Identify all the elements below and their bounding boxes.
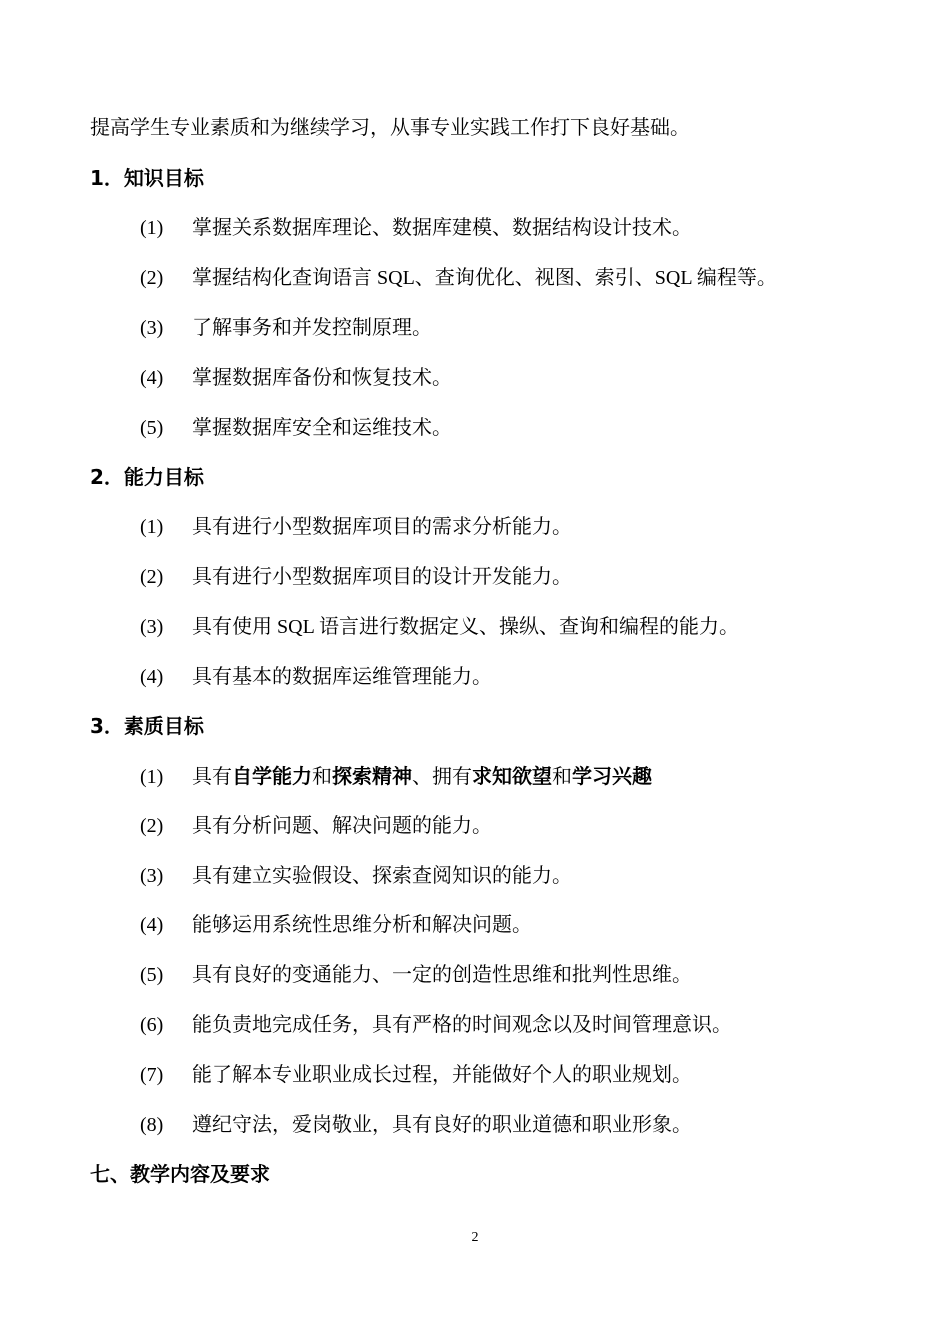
list-item	[140, 314, 432, 342]
list-item	[140, 911, 532, 939]
list-item	[140, 862, 572, 890]
item-text-part: 和	[312, 766, 332, 788]
item-text: 能了解本专业职业成长过程，并能做好个人的职业规划。	[192, 1064, 692, 1086]
knowledge-goals-heading: 1．知识目标	[90, 166, 204, 190]
item-text: 了解事务和并发控制原理。	[192, 317, 432, 339]
item-number: (1)	[140, 516, 164, 538]
list-item	[140, 1111, 692, 1139]
list-item	[140, 214, 692, 242]
item-text: 具有分析问题、解决问题的能力。	[192, 815, 492, 837]
item-number: (7)	[140, 1064, 164, 1086]
section-heading: 七、教学内容及要求	[90, 1162, 270, 1186]
ability-goals-heading: 2．能力目标	[90, 465, 204, 489]
list-item	[140, 364, 452, 392]
item-number: (3)	[140, 616, 164, 638]
list-item	[140, 414, 452, 442]
item-text: 具有使用 SQL 语言进行数据定义、操纵、查询和编程的能力。	[192, 616, 740, 638]
list-item	[140, 1061, 692, 1089]
item-text: 具有建立实验假设、探索查阅知识的能力。	[192, 865, 572, 887]
item-text: 能负责地完成任务，具有严格的时间观念以及时间管理意识。	[192, 1014, 732, 1036]
emphasis-text: 求知欲望	[472, 764, 552, 788]
intro-paragraph: 提高学生专业素质和为继续学习，从事专业实践工作打下良好基础。	[90, 117, 690, 139]
item-number: (3)	[140, 317, 164, 339]
list-item	[140, 563, 572, 591]
item-text-part: 具有	[192, 766, 232, 788]
item-text-part: 和	[552, 766, 572, 788]
item-text: 具有基本的数据库运维管理能力。	[192, 666, 492, 688]
item-number: (2)	[140, 815, 164, 837]
item-text: 遵纪守法，爱岗敬业，具有良好的职业道德和职业形象。	[192, 1114, 692, 1136]
item-text: 掌握数据库备份和恢复技术。	[192, 367, 452, 389]
list-item	[140, 264, 777, 292]
item-number: (4)	[140, 367, 164, 389]
list-item	[140, 663, 492, 691]
item-number: (1)	[140, 217, 164, 239]
item-number: (2)	[140, 566, 164, 588]
list-item	[140, 513, 572, 541]
item-text: 能够运用系统性思维分析和解决问题。	[192, 914, 532, 936]
list-item	[140, 1011, 732, 1039]
list-item	[140, 812, 492, 840]
emphasis-text: 学习兴趣	[572, 764, 652, 788]
item-number: (5)	[140, 417, 164, 439]
emphasis-text: 探索精神	[332, 764, 412, 788]
item-number: (3)	[140, 865, 164, 887]
item-text: 具有进行小型数据库项目的设计开发能力。	[192, 566, 572, 588]
item-number: (2)	[140, 267, 164, 289]
list-item	[140, 762, 652, 791]
item-number: (4)	[140, 666, 164, 688]
item-number: (8)	[140, 1114, 164, 1136]
emphasis-text: 自学能力	[232, 764, 312, 788]
item-text-part: 、拥有	[412, 766, 472, 788]
item-number: (1)	[140, 766, 164, 788]
item-text: 具有进行小型数据库项目的需求分析能力。	[192, 516, 572, 538]
item-number: (5)	[140, 964, 164, 986]
item-number: (4)	[140, 914, 164, 936]
item-number: (6)	[140, 1014, 164, 1036]
list-item	[140, 961, 692, 989]
page-number: 2	[471, 1230, 479, 1245]
item-text: 掌握结构化查询语言 SQL、查询优化、视图、索引、SQL 编程等。	[192, 267, 777, 289]
quality-goals-heading: 3．素质目标	[90, 714, 204, 738]
item-text: 掌握数据库安全和运维技术。	[192, 417, 452, 439]
item-text: 掌握关系数据库理论、数据库建模、数据结构设计技术。	[192, 217, 692, 239]
list-item	[140, 613, 739, 641]
item-text: 具有良好的变通能力、一定的创造性思维和批判性思维。	[192, 964, 692, 986]
